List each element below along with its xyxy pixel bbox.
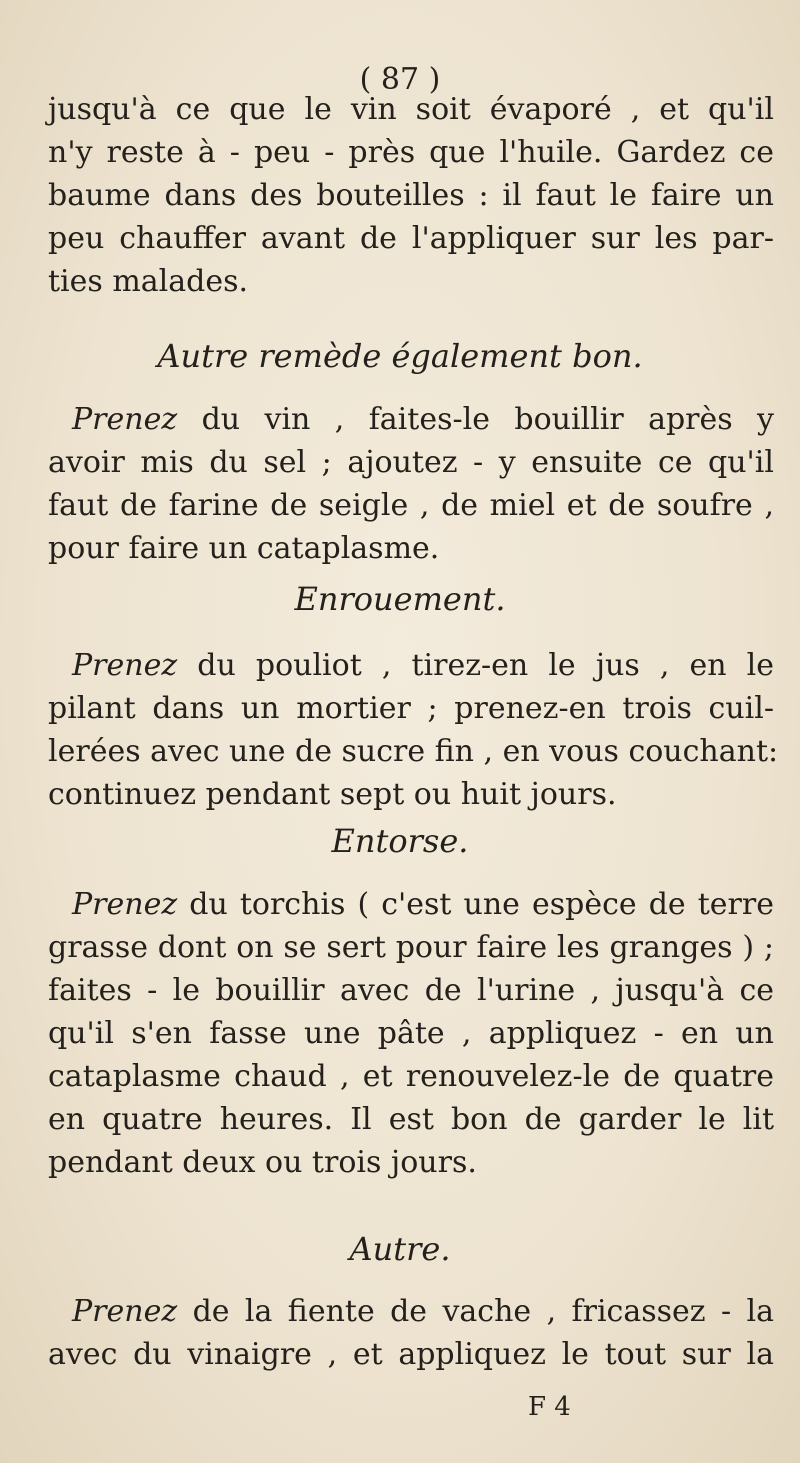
section-heading: Autre remède également bon. [157,337,643,375]
text-line: cataplasme chaud , et renouvelez-le de quatre [48,1059,774,1094]
text-line-rest: du torchis ( c'est une espèce de terre [177,887,774,922]
text-line [48,1290,774,1333]
paragraph-remedy [48,398,774,570]
text-line: faut de farine de seigle , de miel et de soufre , [48,488,774,523]
section-heading: Autre. [349,1230,451,1268]
text-line: continuez pendant sept ou huit jours. [48,777,617,812]
text-line: pilant dans un mortier ; prenez-en trois cuil- [48,691,774,726]
paragraph-entorse [48,883,774,1184]
lead-word: Prenez [72,402,178,437]
text-line: avec du vinaigre , et appliquez le tout sur la [48,1337,774,1372]
paragraph-enrouement [48,644,779,816]
paragraph-continuation [48,88,774,303]
text-line-rest: du vin , faites-le bouillir après y [177,402,774,437]
text-line: baume dans des bouteilles : il faut le faire un [48,178,774,213]
text-line: avoir mis du sel ; ajoutez - y ensuite ce qu'il [48,445,774,480]
text-line-rest: du pouliot , tirez-en le jus , en le [177,648,774,683]
lead-word: Prenez [72,887,178,922]
text-line [48,644,774,687]
paragraph-autre [48,1290,774,1376]
text-line: en quatre heures. Il est bon de garder le lit [48,1102,774,1137]
text-line: n'y reste à - peu - près que l'huile. Gardez ce [48,135,774,170]
text-line: qu'il s'en fasse une pâte , appliquez - en un [48,1016,774,1051]
text-line: pendant deux ou trois jours. [48,1145,477,1180]
text-line: peu chauffer avant de l'appliquer sur les par- [48,221,774,256]
page-number: ( 87 ) [359,62,441,97]
signature-mark: F 4 [528,1392,571,1422]
section-heading: Enrouement. [294,580,506,618]
lead-word: Prenez [72,1294,178,1329]
text-line: ties malades. [48,264,249,299]
text-line: pour faire un cataplasme. [48,531,440,566]
text-line [48,883,774,926]
text-line: jusqu'à ce que le vin soit évaporé , et qu'il [48,92,774,127]
text-line [48,398,774,441]
text-line-rest: de la fiente de vache , fricassez - la [177,1294,774,1329]
lead-word: Prenez [72,648,178,683]
section-heading: Entorse. [331,822,469,860]
text-line: lerées avec une de sucre fin , en vous couchant: [48,734,779,769]
text-line: grasse dont on se sert pour faire les granges ) ; [48,930,774,965]
text-line: faites - le bouillir avec de l'urine , jusqu'à ce [48,973,774,1008]
